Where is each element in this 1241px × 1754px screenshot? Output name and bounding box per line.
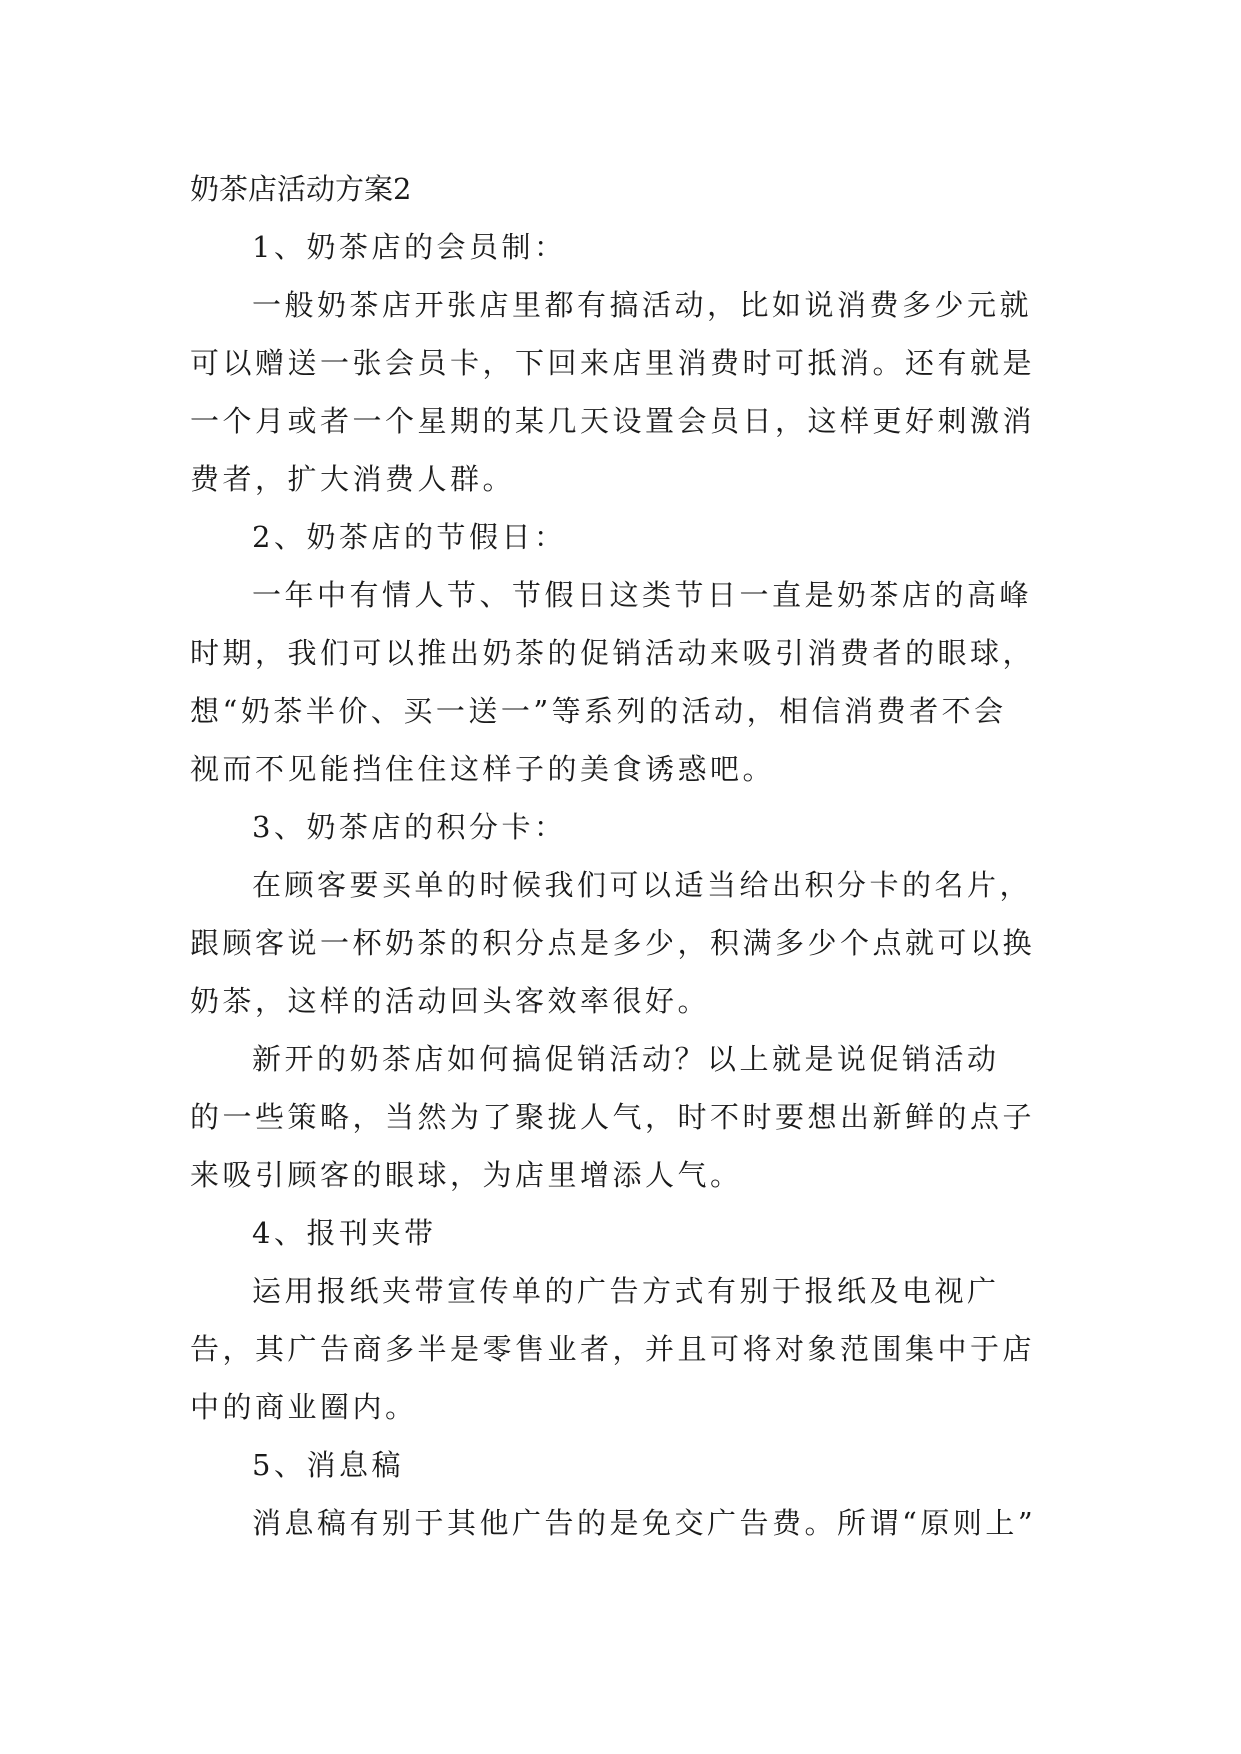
text-line: 新开的奶茶店如何搞促销活动？以上就是说促销活动	[252, 1042, 1000, 1076]
text-line: 时期，我们可以推出奶茶的促销活动来吸引消费者的眼球，	[190, 636, 1036, 670]
text-line: 视而不见能挡住住这样子的美食诱惑吧。	[190, 752, 776, 786]
text-line: 一般奶茶店开张店里都有搞活动，比如说消费多少元就	[252, 288, 1033, 322]
text-line: 4、报刊夹带	[252, 1216, 437, 1250]
text-line: 费者，扩大消费人群。	[190, 462, 516, 496]
text-line: 跟顾客说一杯奶茶的积分点是多少，积满多少个点就可以换	[190, 926, 1036, 960]
text-line: 一年中有情人节、节假日这类节日一直是奶茶店的高峰	[252, 578, 1033, 612]
text-line: 的一些策略，当然为了聚拢人气，时不时要想出新鲜的点子	[190, 1100, 1036, 1134]
text-line: 中的商业圈内。	[190, 1390, 418, 1424]
text-line: 5、消息稿	[252, 1448, 404, 1482]
text-line: 运用报纸夹带宣传单的广告方式有别于报纸及电视广	[252, 1274, 1000, 1308]
document-title: 奶茶店活动方案2	[190, 172, 412, 206]
text-line: 3、奶茶店的积分卡：	[252, 810, 567, 844]
text-line: 在顾客要买单的时候我们可以适当给出积分卡的名片，	[252, 868, 1033, 902]
text-line: 来吸引顾客的眼球，为店里增添人气。	[190, 1158, 743, 1192]
text-line: 消息稿有别于其他广告的是免交广告费。所谓“原则上”	[252, 1506, 1037, 1540]
text-line: 可以赠送一张会员卡，下回来店里消费时可抵消。还有就是	[190, 346, 1036, 380]
text-line: 一个月或者一个星期的某几天设置会员日，这样更好刺激消	[190, 404, 1036, 438]
text-line: 想“奶茶半价、买一送一”等系列的活动，相信消费者不会	[190, 694, 1007, 728]
text-line: 奶茶，这样的活动回头客效率很好。	[190, 984, 711, 1018]
text-line: 告，其广告商多半是零售业者，并且可将对象范围集中于店	[190, 1332, 1036, 1366]
text-line: 1、奶茶店的会员制：	[252, 230, 567, 264]
text-line: 2、奶茶店的节假日：	[252, 520, 567, 554]
document-body	[190, 218, 1060, 1552]
document-page	[190, 160, 1060, 1552]
